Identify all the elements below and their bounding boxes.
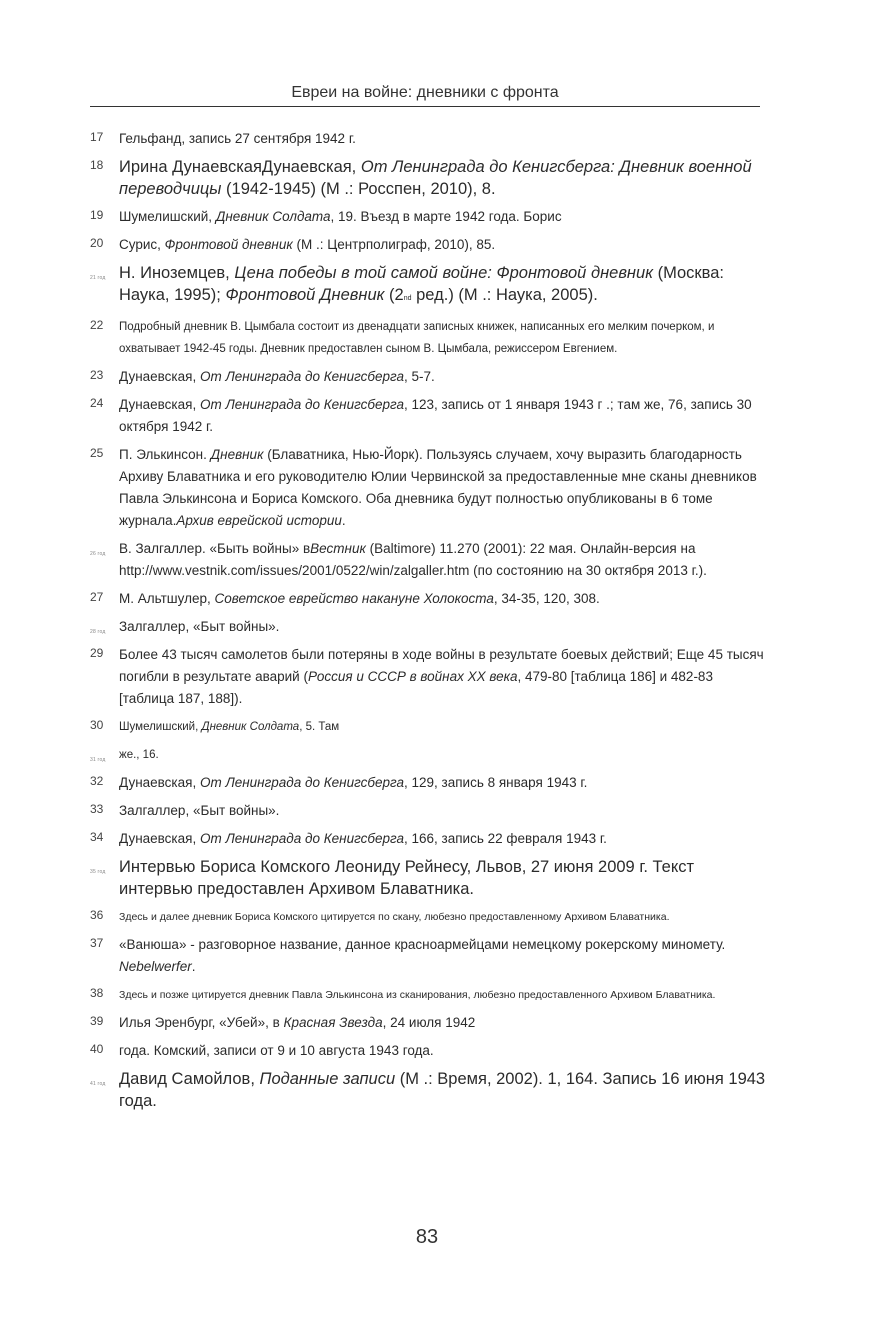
endnote-text-part: года. Комский, записи от 9 и 10 августа 1943 года.: [119, 1043, 434, 1058]
endnote-title-italic: От Ленинграда до Кенигсберга: [199, 831, 404, 846]
endnote-text: [119, 1070, 765, 1110]
endnote-text-part: (1942-1945) (М .: Росспен, 2010), 8.: [221, 180, 496, 198]
endnote-number: 29: [90, 646, 104, 660]
endnote-text-part: (М .: Центрполиграф, 2010), 85.: [292, 237, 496, 252]
endnote-number: 24: [90, 396, 104, 410]
endnote: [90, 156, 770, 200]
endnote-title-italic: Поданные записи: [259, 1070, 396, 1088]
endnote-text-part: В. Залгаллер. «Быть войны» в: [119, 541, 311, 556]
endnote-text-part: , 5-7.: [404, 369, 435, 384]
endnote-text-part: Залгаллер, «Быт войны».: [119, 619, 280, 634]
endnote-text-part: Залгаллер, «Быт войны».: [119, 803, 280, 818]
endnote-text: [119, 989, 715, 1001]
endnote-text-part: Интервью Бориса Комского Леониду Рейнесу, Львов, 27 июня 2009 г. Текст интервью предоставлен Архивом Блаватника.: [119, 858, 695, 898]
endnote-title-italic: От Ленинграда до Кенигсберга: [199, 775, 404, 790]
page-number: 83: [415, 1226, 439, 1248]
endnote: [90, 538, 770, 582]
endnote: [90, 644, 770, 710]
endnote-number: 36: [90, 908, 104, 922]
endnote-text-part: же., 16.: [119, 749, 159, 761]
endnote-title-italic: Вестник: [310, 541, 366, 556]
endnote-text-part: .: [341, 513, 346, 528]
endnote: [90, 856, 770, 900]
endnote-text-part: Н. Иноземцев,: [119, 264, 235, 282]
endnote-text-part: , 5. Там: [299, 721, 340, 733]
endnote-text: [119, 775, 587, 790]
endnote: [90, 394, 770, 438]
endnote: [90, 984, 770, 1006]
endnote-text: [119, 447, 757, 528]
endnote-text: [119, 369, 435, 384]
endnote-text-part: (М .: Время, 2002). 1, 164. Запись 16 июня 1943 года.: [119, 1070, 766, 1110]
endnote-text: [119, 647, 764, 706]
endnote-title-italic: Дневник: [210, 447, 264, 462]
endnote-text-part: Дунаевская,: [119, 397, 200, 412]
endnote-title-italic: Советское еврейство накануне Холокоста: [214, 591, 494, 606]
endnote-title-italic: Архив еврейской истории: [176, 513, 342, 528]
endnote-number: 18: [90, 158, 104, 172]
endnote-text-part: , 479-80 [таблица 186] и 482-83 [таблица 187, 188]).: [119, 669, 713, 706]
endnote-text-part: (2: [384, 286, 404, 304]
endnote-text-part: Гельфанд, запись 27 сентября 1942 г.: [119, 131, 356, 146]
endnote-text: [119, 619, 279, 634]
endnote-text-part: , 19. Въезд в марте 1942 года. Борис: [330, 209, 562, 224]
endnote-number: 19: [90, 208, 104, 222]
endnote-text: [119, 937, 725, 974]
endnote-title-italic: Цена победы в той самой войне: Фронтовой дневник: [234, 264, 653, 282]
endnote-number: 17: [90, 130, 104, 144]
endnote-title-italic: Фронтовой Дневник: [225, 286, 385, 304]
endnote-text-part: Здесь и далее дневник Бориса Комского цитируется по скану, любезно предоставленному Архивом Блаватника.: [119, 911, 670, 923]
endnote-title-italic: Дневник Солдата: [215, 209, 331, 224]
endnote-title-italic: Nebelwerfer: [119, 959, 192, 974]
endnote: [90, 744, 770, 766]
running-header-title: Евреи на войне: дневники с фронта: [291, 84, 559, 101]
endnote-text: [119, 237, 495, 252]
endnote-text: [119, 831, 607, 846]
endnote: [90, 366, 770, 388]
endnote: [90, 934, 770, 978]
endnote: [90, 1012, 770, 1034]
endnote-number: 35 год: [90, 869, 106, 875]
endnote-number: 22: [90, 318, 104, 332]
endnote-text-part: Дунаевская,: [119, 831, 200, 846]
endnote-text-part: nd: [403, 295, 412, 302]
endnote-title-italic: От Ленинграда до Кенигсберга: Дневник военной переводчицы: [119, 158, 752, 198]
endnote-text-part: Здесь и позже цитируется дневник Павла Элькинсона из сканирования, любезно предоставленного Архивом Блаватника.: [119, 989, 716, 1001]
endnote-title-italic: Россия и СССР в войнах XX века: [307, 669, 518, 684]
endnote-text-part: , 129, запись 8 января 1943 г.: [404, 775, 588, 790]
endnote-title-italic: От Ленинграда до Кенигсберга: [199, 369, 404, 384]
endnote: [90, 906, 770, 928]
endnote-text-part: , 24 июля 1942: [382, 1015, 476, 1030]
endnote-text: [119, 749, 159, 761]
endnote-text: [119, 209, 562, 224]
endnote-number: 37: [90, 936, 104, 950]
endnote-number: 26 год: [90, 551, 106, 557]
endnote-text: [119, 158, 752, 198]
endnote: [90, 128, 770, 150]
endnote: [90, 716, 770, 738]
endnote-text-part: Шумелишский,: [119, 721, 202, 733]
endnote-text-part: М. Альтшулер,: [119, 591, 215, 606]
endnote: [90, 616, 770, 638]
endnotes-list: [90, 128, 770, 1118]
endnote-text-part: , 34-35, 120, 308.: [493, 591, 600, 606]
endnote-number: 30: [90, 718, 104, 732]
endnote-text: [119, 264, 724, 304]
endnote-text-part: (Блаватника, Нью-Йорк). Пользуясь случаем, хочу выразить благодарность Архиву Блаватника и его руководителю Юлии Червинской за предоставленные мне сканы дневников Павла Элькинсона и Бориса Комского. Оба дневника будут полностью опубликованы в 6 томе журнала.: [119, 447, 757, 528]
endnote-number: 21 год: [90, 275, 106, 281]
endnote-text: [119, 131, 356, 146]
endnote: [90, 772, 770, 794]
endnote-text: [119, 721, 339, 733]
endnote-text-part: Ирина ДунаевскаяДунаевская,: [119, 158, 361, 176]
endnote-number: 33: [90, 802, 104, 816]
endnote-text-part: «Ванюша» - разговорное название, данное красноармейцами немецкому рокерскому миномету.: [119, 937, 726, 952]
endnote: [90, 316, 770, 360]
endnote-text: [119, 321, 714, 355]
endnote-text-part: Дунаевская,: [119, 369, 200, 384]
endnote: [90, 1068, 770, 1112]
endnote-text-part: Сурис,: [119, 237, 165, 252]
endnote-number: 41 год: [90, 1081, 106, 1087]
endnote-text-part: , 123, запись от 1 января 1943 г .; там же, 76, запись 30 октября 1942 г.: [119, 397, 752, 434]
endnote-number: 23: [90, 368, 104, 382]
endnote: [90, 234, 770, 256]
endnote: [90, 262, 770, 310]
endnote-text: [119, 911, 669, 923]
endnote-text-part: , 166, запись 22 февраля 1943 г.: [404, 831, 607, 846]
endnote-text: [119, 1043, 434, 1058]
endnote-number: 27: [90, 590, 104, 604]
endnote-text-part: П. Элькинсон.: [119, 447, 211, 462]
endnote-number: 38: [90, 986, 104, 1000]
endnote-title-italic: Фронтовой дневник: [164, 237, 293, 252]
endnote-text-part: ред.) (М .: Наука, 2005).: [411, 286, 598, 304]
endnote-number: 28 год: [90, 629, 106, 635]
endnote-text-part: Шумелишский,: [119, 209, 216, 224]
endnote-text-part: Дунаевская,: [119, 775, 200, 790]
endnote-number: 40: [90, 1042, 104, 1056]
endnote-text-part: Более 43 тысяч самолетов были потеряны в ходе войны в результате боевых действий; Еще 45 тысяч погибли в результате аварий (: [119, 647, 764, 684]
endnote-number: 39: [90, 1014, 104, 1028]
endnote: [90, 206, 770, 228]
endnote: [90, 444, 770, 532]
endnote-number: 25: [90, 446, 104, 460]
endnote-text: [119, 591, 600, 606]
endnote-text: [119, 541, 707, 578]
endnote-text: [119, 858, 694, 898]
endnote: [90, 828, 770, 850]
endnote: [90, 588, 770, 610]
endnote-title-italic: Красная Звезда: [283, 1015, 383, 1030]
endnote-title-italic: От Ленинграда до Кенигсберга: [199, 397, 404, 412]
endnote: [90, 800, 770, 822]
endnote-number: 32: [90, 774, 104, 788]
endnote-text-part: Подробный дневник В. Цымбала состоит из двенадцати записных книжек, написанных его мелким почерком, и охватывает 1942-45 годы. Дневник предоставлен сыном В. Цымбала, режиссером Евгением.: [119, 321, 715, 355]
endnote-title-italic: Дневник Солдата: [201, 721, 300, 733]
header-rule: [90, 106, 760, 107]
endnote: [90, 1040, 770, 1062]
endnote-text-part: Илья Эренбург, «Убей», в: [119, 1015, 284, 1030]
endnote-number: 20: [90, 236, 104, 250]
endnote-text-part: Давид Самойлов,: [119, 1070, 260, 1088]
endnote-text: [119, 397, 752, 434]
endnote-text-part: (Baltimore) 11.270 (2001): 22 мая. Онлайн-версия на http://www.vestnik.com/issues/2001/0522/win/zalgaller.htm (по состоянию на 30 октября 2013 г.).: [119, 541, 707, 578]
endnote-text: [119, 1015, 475, 1030]
endnote-text: [119, 803, 279, 818]
endnote-number: 31 год: [90, 757, 106, 763]
endnote-text-part: .: [191, 959, 196, 974]
endnote-number: 34: [90, 830, 104, 844]
endnote-text-part: (Москва: Наука, 1995);: [119, 264, 724, 304]
